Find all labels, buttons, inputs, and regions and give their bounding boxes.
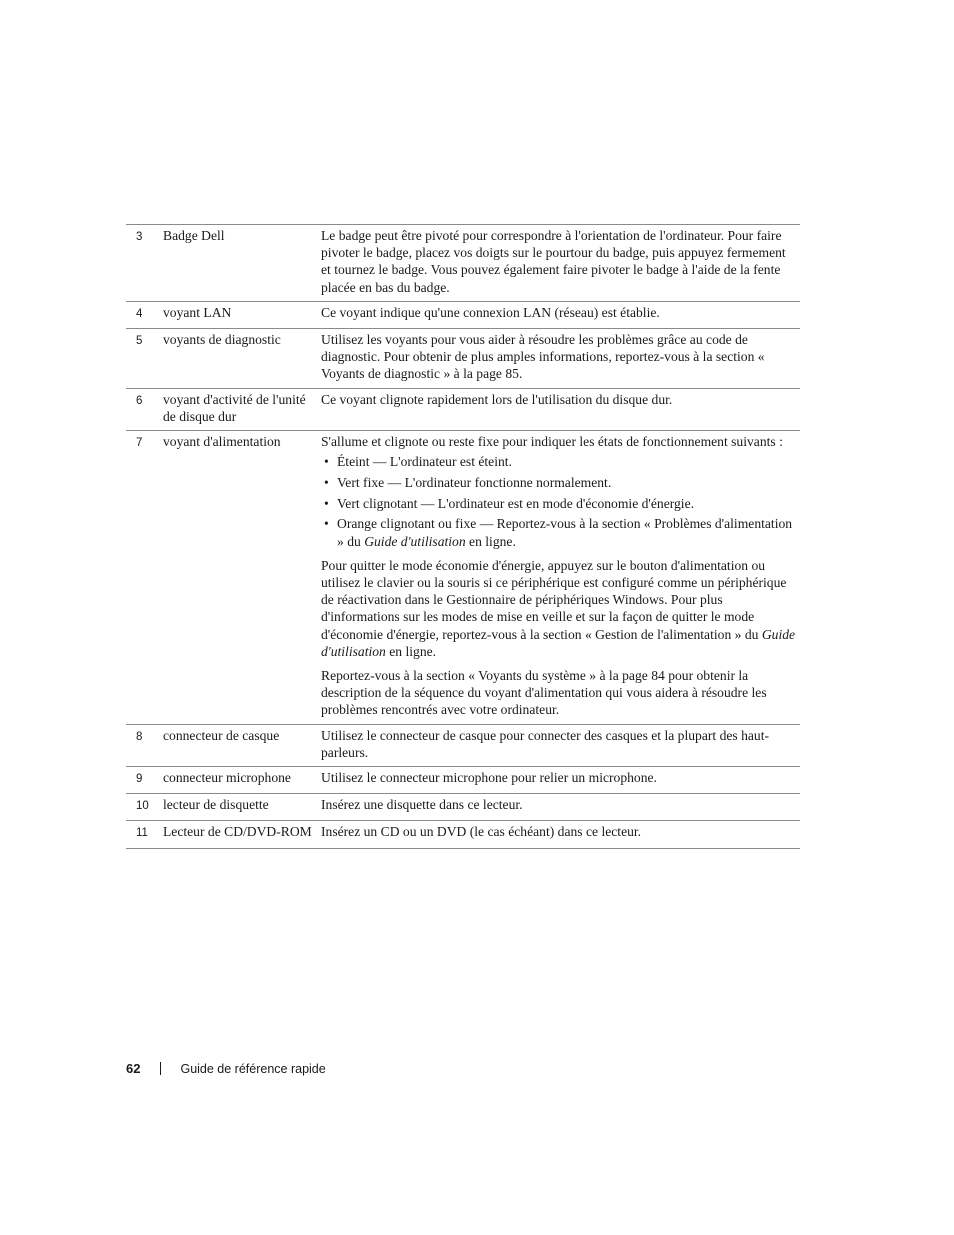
item-number: 11: [136, 827, 148, 840]
list-item: • Vert fixe — L'ordinateur fonctionne normalement.: [321, 474, 796, 491]
item-number: 10: [136, 800, 149, 813]
item-description: Ce voyant indique qu'une connexion LAN (réseau) est établie.: [321, 304, 660, 320]
item-name: voyant LAN: [163, 304, 232, 320]
item-description: S'allume et clignote ou reste fixe pour indiquer les états de fonctionnement suivants : • Éteint — L'ordinateur est éteint. • Vert fixe — L'ordinateur fonctionne normalement. • Vert clignotant — L'ordinateur est en mode d'économie d'énergie. • Orange clignotant ou fixe — Reportez-vous à la section « Problèmes d'alimentation » du Guide d'utilisation en ligne. Pour quitter le mode économie d'énergie, appuyez sur le bouton d'alimentation ou utilisez le clavier ou la souris si ce périphérique est configuré comme un périphérique de réactivation dans le Gestionnaire de périphériques Windows. Pour plus d'informations sur les modes de mise en veille et sur la façon de quitter le mode d'économie d'énergie, reportez-vous à la section « Gestion de l'alimentation » du Guide d'utilisation en ligne. Reportez-vous à la section « Voyants du système » à la page 84 pour obtenir la description de la séquence du voyant d'alimentation qui vous aidera à résoudre les problèmes rencontrés avec votre ordinateur.: [321, 433, 800, 719]
item-description: Insérez une disquette dans ce lecteur.: [321, 797, 523, 813]
item-description: Ce voyant clignote rapidement lors de l'utilisation du disque dur.: [321, 391, 673, 407]
list-item: • Orange clignotant ou fixe — Reportez-vous à la section « Problèmes d'alimentation » du Guide d'utilisation en ligne.: [321, 515, 796, 549]
item-name: voyants de diagnostic: [163, 332, 281, 348]
table-row: [126, 225, 800, 302]
item-name: Lecteur de CD/DVD-ROM: [163, 824, 312, 840]
list-item: • Éteint — L'ordinateur est éteint.: [321, 453, 796, 470]
table-row: [126, 329, 800, 389]
page-footer: [126, 1061, 326, 1076]
item-number: 5: [136, 335, 143, 348]
item-name: connecteur de casque: [163, 727, 280, 743]
item-description: Utilisez le connecteur microphone pour relier un microphone.: [321, 769, 657, 785]
item-description: Le badge peut être pivoté pour correspondre à l'orientation de l'ordinateur. Pour faire pivoter le badge, placez vos doigts sur le pourtour du badge, puis appuyez fermement et tournez le badge. Vous pouvez également faire pivoter le badge à l'aide de la fente placée en bas du badge.: [321, 228, 786, 295]
item-name: lecteur de disquette: [163, 797, 269, 813]
table-row: [126, 302, 800, 329]
item-number: 6: [136, 394, 143, 407]
item-number: 8: [136, 730, 143, 743]
table-row: [126, 821, 800, 848]
table-row: [126, 725, 800, 767]
item-name: Badge Dell: [163, 228, 225, 243]
item-description: Utilisez le connecteur de casque pour connecter des casques et la plupart des haut-parleurs.: [321, 727, 770, 760]
document-title: Guide de référence rapide: [180, 1061, 326, 1076]
item-description: Insérez un CD ou un DVD (le cas échéant) dans ce lecteur.: [321, 824, 642, 840]
footer-divider: [160, 1062, 161, 1075]
table-row: [126, 389, 800, 431]
item-name: connecteur microphone: [163, 769, 291, 785]
list-item: • Vert clignotant — L'ordinateur est en mode d'économie d'énergie.: [321, 495, 796, 512]
table-row: [126, 431, 800, 725]
page-number: 62: [126, 1061, 141, 1076]
status-list: [321, 453, 796, 550]
item-name: voyant d'alimentation: [163, 434, 281, 450]
item-name: voyant d'activité de l'unité de disque dur: [163, 391, 306, 424]
table-row: [126, 767, 800, 794]
item-number: 3: [136, 231, 143, 243]
table-row: [126, 794, 800, 821]
item-number: 4: [136, 307, 143, 320]
item-description: Utilisez les voyants pour vous aider à résoudre les problèmes grâce au code de diagnostic. Pour obtenir de plus amples informations, reportez-vous à la section « Voyants de diagnostic » à la page 85.: [321, 332, 765, 382]
item-number: 7: [136, 437, 143, 450]
item-number: 9: [136, 772, 143, 785]
component-table: [126, 224, 800, 849]
